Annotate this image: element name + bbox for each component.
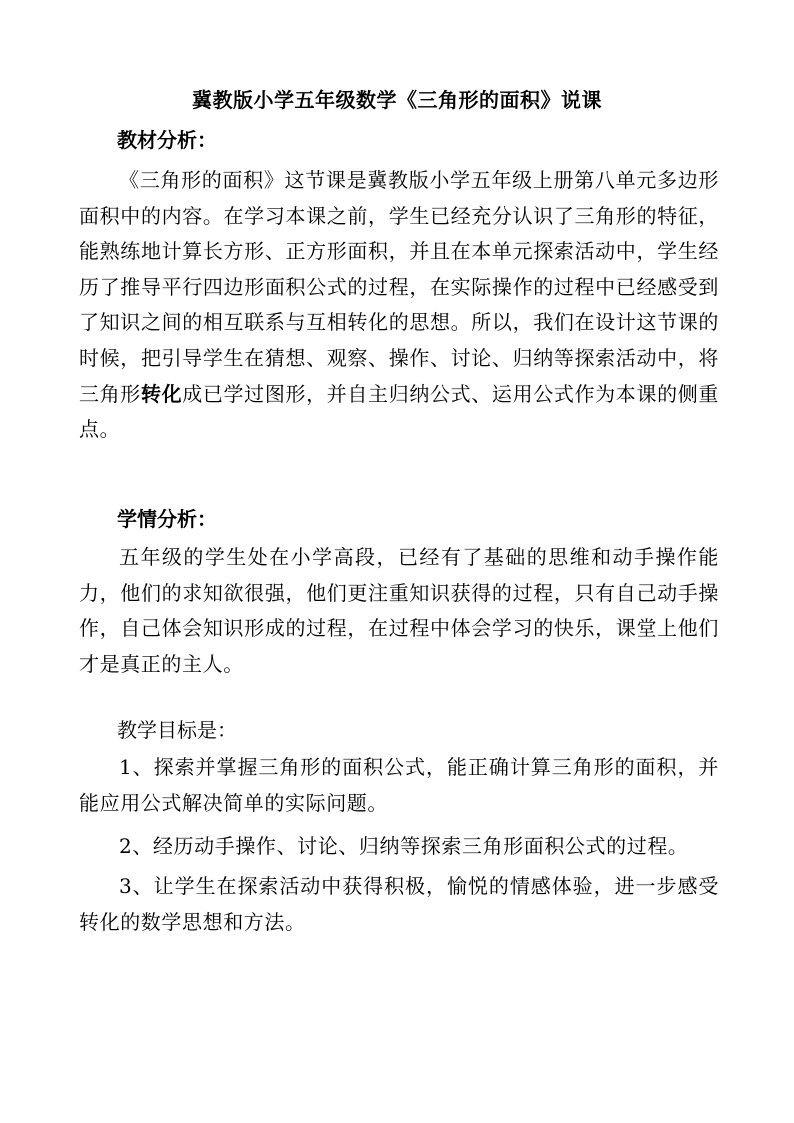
paragraph-text: 《三角形的面积》这节课是冀教版小学五年级上册第八单元多边形面积中的内容。在学习本课之前，学生已经充分认识了三角形的特征，能熟练地计算长方形、正方形面积，并且在本单元探索活动中，学生经历了推导平行四边形面积公式的过程，在实际操作的过程中已经感受到了知识之间的相互联系与互相转化的思想。所以，我们在设计这节课的时候，把引导学生在猜想、观察、操作、讨论、归纳等探索活动中，将三角形 <box>79 168 719 406</box>
emphasis-text: 转化 <box>140 381 183 406</box>
goal-item-2: 2、经历动手操作、讨论、归纳等探索三角形面积公式的过程。 <box>119 834 689 858</box>
paragraph-text: 成已学过图形，并自主归纳公式、运用公式作为本课的侧重点。 <box>79 381 719 442</box>
goal-item-3: 3、让学生在探索活动中获得积极，愉悦的情感体验，进一步感受转化的数学思想和方法。 <box>79 874 719 934</box>
section-heading-textbook-analysis: 教材分析： <box>117 128 217 152</box>
paragraph-textbook-analysis <box>79 163 719 448</box>
goals-heading: 教学目标是： <box>117 718 237 742</box>
document-title: 冀教版小学五年级数学《三角形的面积》说课 <box>192 88 602 112</box>
goal-item-1: 1、探索并掌握三角形的面积公式，能正确计算三角形的面积，并能应用公式解决简单的实际问题。 <box>79 755 719 815</box>
section-heading-student-analysis: 学情分析： <box>117 507 217 531</box>
paragraph-student-analysis: 五年级的学生处在小学高段，已经有了基础的思维和动手操作能力，他们的求知欲很强，他们更注重知识获得的过程，只有自己动手操作，自己体会知识形成的过程，在过程中体会学习的快乐，课堂上他们才是真正的主人。 <box>79 545 719 676</box>
